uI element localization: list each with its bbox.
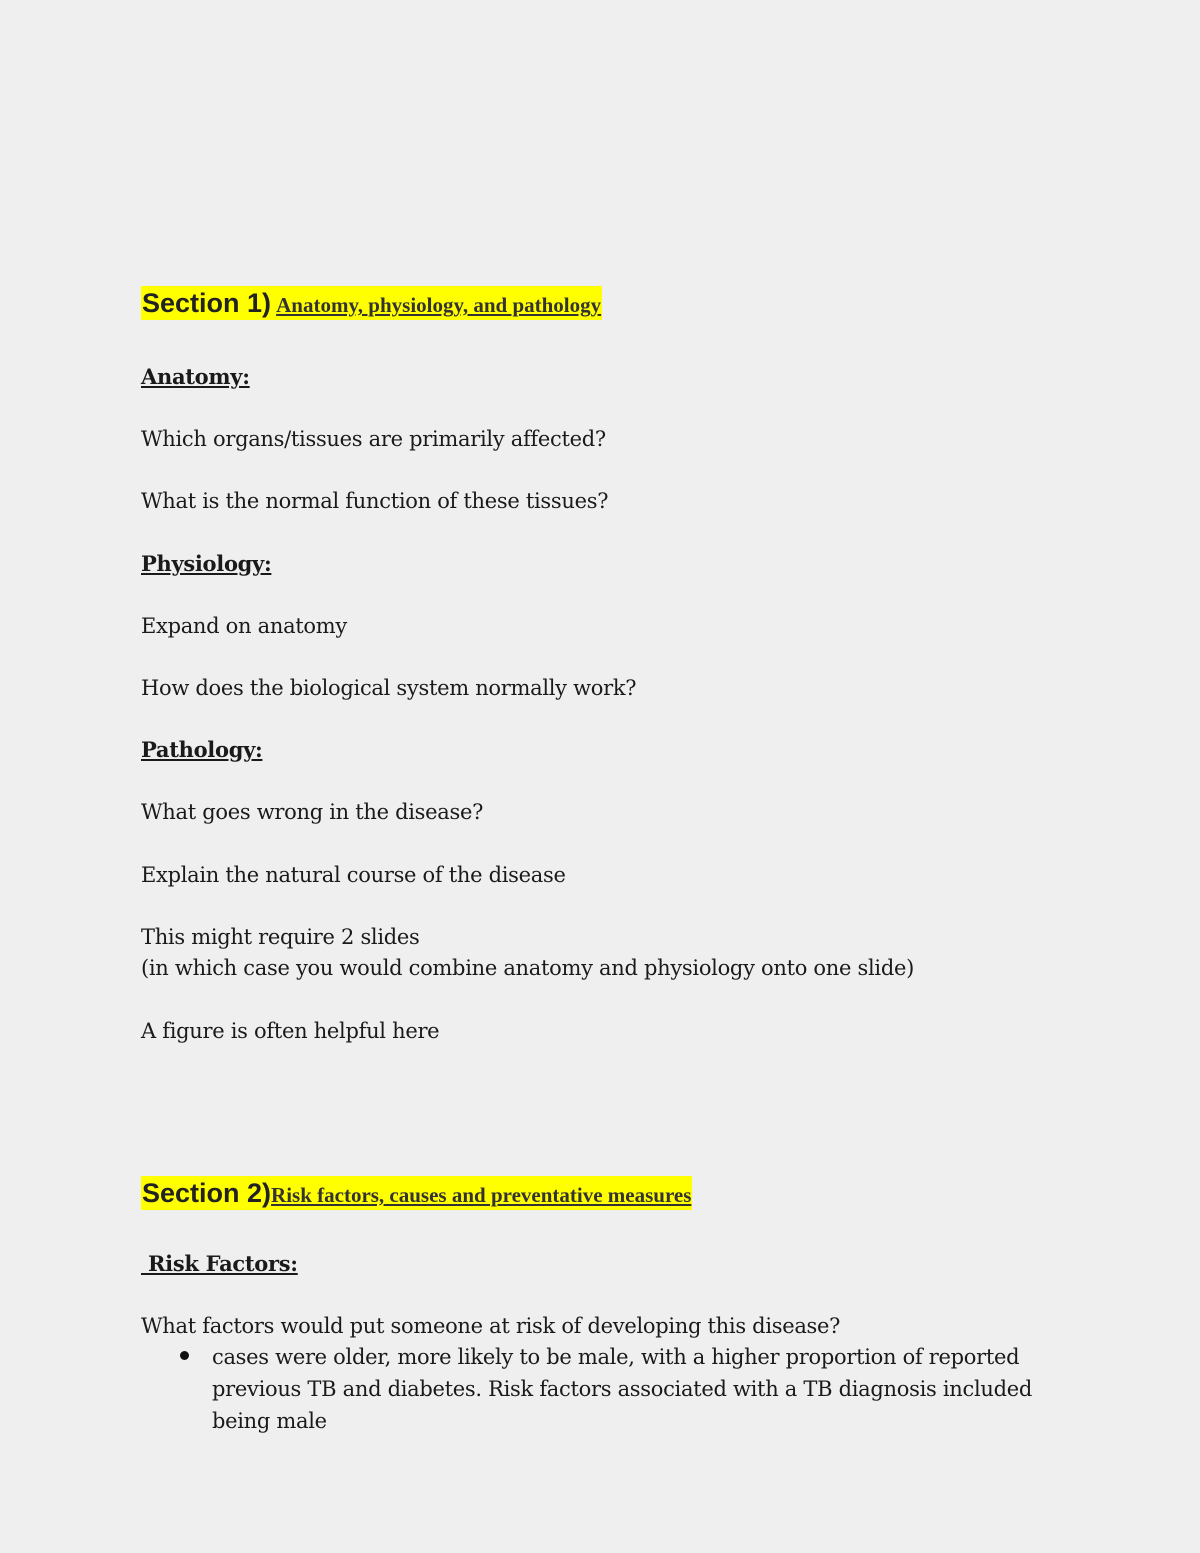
anatomy-heading: Anatomy: — [141, 364, 250, 389]
section-2-number: Section 2) — [142, 1178, 272, 1208]
section-1-number: Section 1) — [142, 288, 272, 318]
risk-factors-heading: Risk Factors: — [141, 1251, 298, 1276]
pathology-point-2: Explain the natural course of the disease — [141, 863, 566, 887]
physiology-heading: Physiology: — [141, 551, 272, 576]
pathology-point-1: What goes wrong in the disease? — [141, 800, 484, 824]
anatomy-question-2: What is the normal function of these tissues? — [141, 489, 609, 513]
section-1-title — [141, 286, 602, 320]
risk-factors-question: What factors would put someone at risk of developing this disease? — [141, 1314, 841, 1338]
section-1-name: Anatomy, physiology, and pathology — [276, 293, 602, 317]
section-2-title — [141, 1176, 692, 1210]
figure-note: A figure is often helpful here — [141, 1019, 440, 1043]
anatomy-question-1: Which organs/tissues are primarily affected? — [141, 427, 606, 451]
list-item-text: cases were older, more likely to be male, with a higher proportion of reported previous TB and diabetes. Risk factors associated with a TB diagnosis included being male — [212, 1345, 1032, 1433]
section-2-name: Risk factors, causes and preventative measures — [271, 1183, 692, 1207]
pathology-heading: Pathology: — [141, 737, 263, 762]
slides-note: This might require 2 slides — [141, 925, 420, 949]
physiology-point-1: Expand on anatomy — [141, 614, 347, 638]
slides-note-detail: (in which case you would combine anatomy and physiology onto one slide) — [141, 956, 914, 980]
bullet-icon — [180, 1351, 189, 1360]
physiology-point-2: How does the biological system normally work? — [141, 676, 637, 700]
